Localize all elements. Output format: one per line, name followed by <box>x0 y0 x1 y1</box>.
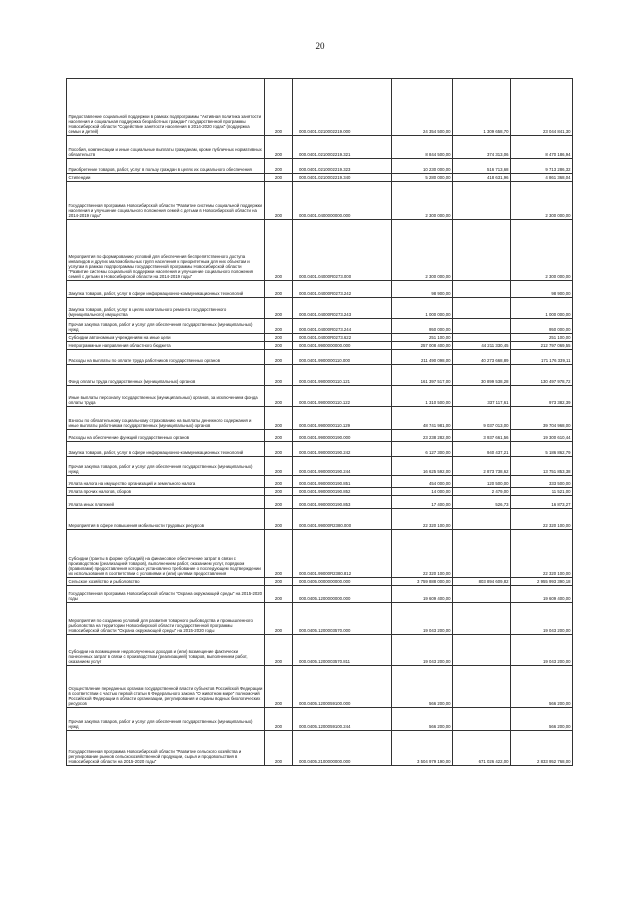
expense-name-cell: Осуществление переданных органам государственной власти субъектов Российской Федерации в соответствии с частью первой статьи 6 Федерального закона "О животном мире" полномочий Российской Федерации в области организации, регулирования и охраны водных биологических ресурсов <box>67 666 265 708</box>
executed-amount-cell: 1 309 658,70 <box>453 79 511 136</box>
approved-amount-cell: 566 200,00 <box>392 666 453 708</box>
approved-amount-cell: 19 043 200,00 <box>392 603 453 635</box>
expense-name-cell: Расходы на обеспечение функций государственных органов <box>67 430 265 442</box>
classification-code-cell: 000.0401.99000R2380.812 <box>293 530 392 578</box>
expense-name-cell: Государственная программа Новосибирской области "Развитие сельского хозяйства и регулирование рынков сельскохозяйственной продукции, сырья и продовольствия в Новосибирской области на 2015-2020 годы" <box>67 731 265 766</box>
table-row <box>67 79 573 136</box>
classification-code-cell: 000.0401.9900000190.000 <box>293 430 392 442</box>
approved-amount-cell: 19 043 200,00 <box>392 635 453 666</box>
executed-amount-cell: 44 211 330,45 <box>453 342 511 350</box>
classification-code-cell: 000.0401.0210002219.321 <box>293 136 392 159</box>
table-row <box>67 488 573 496</box>
table-body <box>67 79 573 766</box>
admin-code-cell: 200 <box>265 136 293 159</box>
executed-amount-cell: 374 313,06 <box>453 136 511 159</box>
expense-name-cell: Предоставление социальной поддержки в рамках подпрограммы "Активная политика занятости населения и социальная поддержка безработных граждан" государственной программы Новосибирской области "Содействие занятости населения в 2014-2020 годах" (поддержка семьи и детей) <box>67 79 265 136</box>
expense-name-cell: Прочая закупка товаров, работ и услуг для обеспечения государственных (муниципальных) нужд <box>67 319 265 334</box>
table-row <box>67 319 573 334</box>
table-row <box>67 298 573 319</box>
admin-code-cell: 200 <box>265 298 293 319</box>
admin-code-cell: 200 <box>265 281 293 298</box>
classification-code-cell: 000.0401.9900000190.242 <box>293 442 392 457</box>
classification-code-cell: 000.0405.0000000000.000 <box>293 578 392 586</box>
classification-code-cell: 000.0405.1200003570.000 <box>293 603 392 635</box>
executed-amount-cell <box>453 182 511 220</box>
approved-amount-cell: 1 310 500,00 <box>392 386 453 407</box>
approved-amount-cell: 19 609 400,00 <box>392 586 453 603</box>
admin-code-cell: 200 <box>265 731 293 766</box>
admin-code-cell: 200 <box>265 457 293 476</box>
admin-code-cell: 200 <box>265 488 293 496</box>
classification-code-cell: 000.0401.04000R0273.243 <box>293 298 392 319</box>
budget-execution-table <box>66 78 573 766</box>
table-row <box>67 220 573 281</box>
approved-amount-cell: 1 000 000,00 <box>392 298 453 319</box>
admin-code-cell: 200 <box>265 365 293 386</box>
classification-code-cell: 000.0405.1200059100.000 <box>293 666 392 708</box>
expense-name-cell: Государственная программа Новосибирской области "Охрана окружающей среды" на 2015-2020 годы <box>67 586 265 603</box>
admin-code-cell: 200 <box>265 509 293 530</box>
table-row <box>67 457 573 476</box>
classification-code-cell: 000.0405.2100000000.000 <box>293 731 392 766</box>
approved-amount-cell: 6 127 300,00 <box>392 442 453 457</box>
table-row <box>67 578 573 586</box>
remaining-amount-cell: 19 043 200,00 <box>511 635 573 666</box>
approved-amount-cell: 17 400,00 <box>392 496 453 509</box>
table-row <box>67 442 573 457</box>
table-row <box>67 174 573 182</box>
executed-amount-cell <box>453 319 511 334</box>
table-row <box>67 342 573 350</box>
classification-code-cell: 000.0401.04000R0273.000 <box>293 220 392 281</box>
expense-name-cell: Пособия, компенсации и иные социальные выплаты гражданам, кроме публичных нормативных обязательств <box>67 136 265 159</box>
table-row <box>67 430 573 442</box>
expense-name-cell: Закупка товаров, работ, услуг в сфере информационно-коммуникационных технологий <box>67 442 265 457</box>
approved-amount-cell: 48 741 981,00 <box>392 407 453 430</box>
table-row <box>67 603 573 635</box>
expense-name-cell: Стипендии <box>67 174 265 182</box>
table-row <box>67 407 573 430</box>
expense-name-cell: Прочая закупка товаров, работ и услуг для обеспечения государственных (муниципальных) нужд <box>67 457 265 476</box>
executed-amount-cell <box>453 603 511 635</box>
table-row <box>67 496 573 509</box>
remaining-amount-cell: 4 861 368,04 <box>511 174 573 182</box>
classification-code-cell: 000.0401.0210002219.000 <box>293 79 392 136</box>
executed-amount-cell: 3 937 661,56 <box>453 430 511 442</box>
approved-amount-cell: 22 320 100,00 <box>392 509 453 530</box>
expense-name-cell: Расходы на выплаты по оплате труда работников государственных органов <box>67 350 265 365</box>
approved-amount-cell: 251 100,00 <box>392 334 453 342</box>
approved-amount-cell: 2 300 000,00 <box>392 220 453 281</box>
remaining-amount-cell: 9 713 286,32 <box>511 159 573 174</box>
expense-name-cell: Приобретение товаров, работ, услуг в пользу граждан в целях их социального обеспечения <box>67 159 265 174</box>
expense-name-cell: Фонд оплаты труда государственных (муниципальных) органов <box>67 365 265 386</box>
executed-amount-cell <box>453 530 511 578</box>
remaining-amount-cell: 130 497 978,72 <box>511 365 573 386</box>
table-row <box>67 731 573 766</box>
classification-code-cell: 000.0401.0210002219.340 <box>293 174 392 182</box>
table-row <box>67 281 573 298</box>
admin-code-cell: 200 <box>265 586 293 603</box>
remaining-amount-cell: 22 320 100,00 <box>511 509 573 530</box>
remaining-amount-cell: 39 704 968,00 <box>511 407 573 430</box>
remaining-amount-cell: 19 043 200,00 <box>511 603 573 635</box>
classification-code-cell: 000.0401.9900000190.853 <box>293 496 392 509</box>
remaining-amount-cell: 11 521,00 <box>511 488 573 496</box>
admin-code-cell: 200 <box>265 666 293 708</box>
admin-code-cell: 200 <box>265 334 293 342</box>
approved-amount-cell: 24 354 500,00 <box>392 79 453 136</box>
approved-amount-cell: 950 000,00 <box>392 319 453 334</box>
executed-amount-cell: 337 117,61 <box>453 386 511 407</box>
table-row <box>67 586 573 603</box>
remaining-amount-cell: 19 300 610,44 <box>511 430 573 442</box>
classification-code-cell: 000.0401.0210002219.323 <box>293 159 392 174</box>
admin-code-cell: 200 <box>265 174 293 182</box>
executed-amount-cell <box>453 220 511 281</box>
admin-code-cell: 200 <box>265 496 293 509</box>
admin-code-cell: 200 <box>265 220 293 281</box>
executed-amount-cell: 526,73 <box>453 496 511 509</box>
classification-code-cell: 000.0401.04000R0273.242 <box>293 281 392 298</box>
remaining-amount-cell: 5 186 862,79 <box>511 442 573 457</box>
expense-name-cell: Мероприятия по созданию условий для развития товарного рыбоводства и промышленного рыболовства на территории Новосибирской области государственной программы Новосибирской области "Охрана окружающей среды" на 2015-2020 годы <box>67 603 265 635</box>
executed-amount-cell: 803 894 609,82 <box>453 578 511 586</box>
remaining-amount-cell: 98 900,00 <box>511 281 573 298</box>
executed-amount-cell <box>453 334 511 342</box>
table-row <box>67 334 573 342</box>
admin-code-cell: 200 <box>265 442 293 457</box>
admin-code-cell: 200 <box>265 319 293 334</box>
admin-code-cell: 200 <box>265 350 293 365</box>
admin-code-cell: 200 <box>265 635 293 666</box>
table-row <box>67 666 573 708</box>
classification-code-cell: 000.0401.9900000190.244 <box>293 457 392 476</box>
table-row <box>67 708 573 731</box>
classification-code-cell: 000.0401.9900000110.000 <box>293 350 392 365</box>
expense-name-cell: Уплата прочих налогов, сборов <box>67 488 265 496</box>
approved-amount-cell: 5 280 000,00 <box>392 174 453 182</box>
table-row <box>67 159 573 174</box>
classification-code-cell: 000.0401.04000R0273.622 <box>293 334 392 342</box>
classification-code-cell: 000.0401.0400000000.000 <box>293 182 392 220</box>
executed-amount-cell: 120 500,00 <box>453 476 511 488</box>
admin-code-cell: 200 <box>265 476 293 488</box>
executed-amount-cell <box>453 666 511 708</box>
remaining-amount-cell: 13 751 853,38 <box>511 457 573 476</box>
remaining-amount-cell: 950 000,00 <box>511 319 573 334</box>
executed-amount-cell: 940 437,21 <box>453 442 511 457</box>
classification-code-cell: 000.0401.9900000190.852 <box>293 488 392 496</box>
approved-amount-cell: 16 625 592,00 <box>392 457 453 476</box>
admin-code-cell: 200 <box>265 530 293 578</box>
classification-code-cell: 000.0405.1200059100.244 <box>293 708 392 731</box>
page-number: 20 <box>315 41 325 51</box>
approved-amount-cell: 211 490 098,00 <box>392 350 453 365</box>
remaining-amount-cell: 2 300 000,00 <box>511 182 573 220</box>
table-row <box>67 530 573 578</box>
remaining-amount-cell: 566 200,00 <box>511 666 573 708</box>
table-row <box>67 365 573 386</box>
remaining-amount-cell: 212 797 069,55 <box>511 342 573 350</box>
remaining-amount-cell: 2 833 952 768,00 <box>511 731 573 766</box>
admin-code-cell: 200 <box>265 182 293 220</box>
remaining-amount-cell: 1 000 000,00 <box>511 298 573 319</box>
classification-code-cell: 000.0401.9900000000.000 <box>293 342 392 350</box>
expense-name-cell: Закупка товаров, работ, услуг в сфере информационно-коммуникационных технологий <box>67 281 265 298</box>
expense-name-cell: Уплата иных платежей <box>67 496 265 509</box>
approved-amount-cell: 10 230 000,00 <box>392 159 453 174</box>
executed-amount-cell: 671 026 422,00 <box>453 731 511 766</box>
executed-amount-cell: 9 037 013,00 <box>453 407 511 430</box>
expense-name-cell: Мероприятия по формированию условий для обеспечения беспрепятственного доступа инвалидов и других маломобильных групп населения к приоритетным для них объектам и услугам в рамках подпрограммы государственной программы Новосибирской области "Развитие системы социальной поддержки населения и улучшение социального положения семей с детьми в Новосибирской области на 2014-2019 годы" <box>67 220 265 281</box>
expense-name-cell: Мероприятия в сфере повышения мобильности трудовых ресурсов <box>67 509 265 530</box>
expense-name-cell: Прочая закупка товаров, работ и услуг для обеспечения государственных (муниципальных) нужд <box>67 708 265 731</box>
classification-code-cell: 000.0401.9900000110.129 <box>293 407 392 430</box>
approved-amount-cell: 161 397 517,00 <box>392 365 453 386</box>
executed-amount-cell: 30 899 538,28 <box>453 365 511 386</box>
expense-name-cell: Взносы по обязательному социальному страхованию на выплаты денежного содержания и иные выплаты работникам государственных (муниципальных) органов <box>67 407 265 430</box>
executed-amount-cell: 516 713,68 <box>453 159 511 174</box>
executed-amount-cell <box>453 586 511 603</box>
table-row <box>67 476 573 488</box>
approved-amount-cell: 23 238 282,00 <box>392 430 453 442</box>
classification-code-cell: 000.0401.99000R2380.000 <box>293 509 392 530</box>
remaining-amount-cell: 566 200,00 <box>511 708 573 731</box>
remaining-amount-cell: 333 500,00 <box>511 476 573 488</box>
classification-code-cell: 000.0405.1200000000.000 <box>293 586 392 603</box>
expense-name-cell: Непрограммные направления областного бюджета <box>67 342 265 350</box>
admin-code-cell: 200 <box>265 578 293 586</box>
remaining-amount-cell: 171 176 339,11 <box>511 350 573 365</box>
admin-code-cell: 200 <box>265 386 293 407</box>
table-row <box>67 509 573 530</box>
approved-amount-cell: 454 000,00 <box>392 476 453 488</box>
remaining-amount-cell: 973 382,39 <box>511 386 573 407</box>
admin-code-cell: 200 <box>265 708 293 731</box>
admin-code-cell: 200 <box>265 159 293 174</box>
classification-code-cell: 000.0401.9900000110.122 <box>293 386 392 407</box>
executed-amount-cell <box>453 281 511 298</box>
admin-code-cell: 200 <box>265 79 293 136</box>
expense-name-cell: Государственная программа Новосибирской области "Развитие системы социальной поддержки населения и улучшение социального положения семей с детьми в Новосибирской области на 2014-2019 годы" <box>67 182 265 220</box>
remaining-amount-cell: 251 100,00 <box>511 334 573 342</box>
executed-amount-cell: 2 479,00 <box>453 488 511 496</box>
table-row <box>67 386 573 407</box>
remaining-amount-cell: 16 873,27 <box>511 496 573 509</box>
classification-code-cell: 000.0401.9900000110.121 <box>293 365 392 386</box>
approved-amount-cell: 98 900,00 <box>392 281 453 298</box>
approved-amount-cell: 3 504 979 190,00 <box>392 731 453 766</box>
admin-code-cell: 200 <box>265 407 293 430</box>
remaining-amount-cell: 19 609 400,00 <box>511 586 573 603</box>
approved-amount-cell: 22 320 100,00 <box>392 530 453 578</box>
approved-amount-cell: 257 008 400,00 <box>392 342 453 350</box>
expense-name-cell: Субсидии (гранты в форме субсидий) на финансовое обеспечение затрат в связи с производством (реализацией товаров), выполнением работ, оказанием услуг, порядком (правилами) предоставления которых установлено требование о последующем подтверждении их использования в соответствии с условиями и (или) целями предоставления <box>67 530 265 578</box>
admin-code-cell: 200 <box>265 342 293 350</box>
remaining-amount-cell: 2 300 000,00 <box>511 220 573 281</box>
admin-code-cell: 200 <box>265 603 293 635</box>
expense-name-cell: Сельское хозяйство и рыболовство <box>67 578 265 586</box>
table-row <box>67 136 573 159</box>
remaining-amount-cell: 2 955 993 390,18 <box>511 578 573 586</box>
table-row <box>67 350 573 365</box>
approved-amount-cell: 2 300 000,00 <box>392 182 453 220</box>
approved-amount-cell: 566 200,00 <box>392 708 453 731</box>
approved-amount-cell: 14 000,00 <box>392 488 453 496</box>
classification-code-cell: 000.0401.9900000190.851 <box>293 476 392 488</box>
expense-name-cell: Закупка товаров, работ, услуг в целях капитального ремонта государственного (муниципального) имущества <box>67 298 265 319</box>
admin-code-cell: 200 <box>265 430 293 442</box>
expense-name-cell: Субсидии на возмещение недополученных доходов и (или) возмещение фактически понесенных затрат в связи с производством (реализацией) товаров, выполнением работ, оказанием услуг <box>67 635 265 666</box>
expense-name-cell: Иные выплаты персоналу государственных (муниципальных) органов, за исключением фонда оплаты труда <box>67 386 265 407</box>
executed-amount-cell: 2 873 738,62 <box>453 457 511 476</box>
executed-amount-cell: 40 273 668,89 <box>453 350 511 365</box>
executed-amount-cell <box>453 298 511 319</box>
classification-code-cell: 000.0405.1200003570.811 <box>293 635 392 666</box>
approved-amount-cell: 3 759 888 000,00 <box>392 578 453 586</box>
approved-amount-cell: 8 844 500,00 <box>392 136 453 159</box>
executed-amount-cell <box>453 509 511 530</box>
expense-name-cell: Субсидии автономным учреждениям на иные цели <box>67 334 265 342</box>
executed-amount-cell <box>453 635 511 666</box>
remaining-amount-cell: 8 470 186,94 <box>511 136 573 159</box>
remaining-amount-cell: 22 320 100,00 <box>511 530 573 578</box>
table-row <box>67 182 573 220</box>
expense-name-cell: Уплата налога на имущество организаций и земельного налога <box>67 476 265 488</box>
classification-code-cell: 000.0401.04000R0273.244 <box>293 319 392 334</box>
executed-amount-cell: 418 631,96 <box>453 174 511 182</box>
remaining-amount-cell: 23 044 841,30 <box>511 79 573 136</box>
executed-amount-cell <box>453 708 511 731</box>
table-row <box>67 635 573 666</box>
